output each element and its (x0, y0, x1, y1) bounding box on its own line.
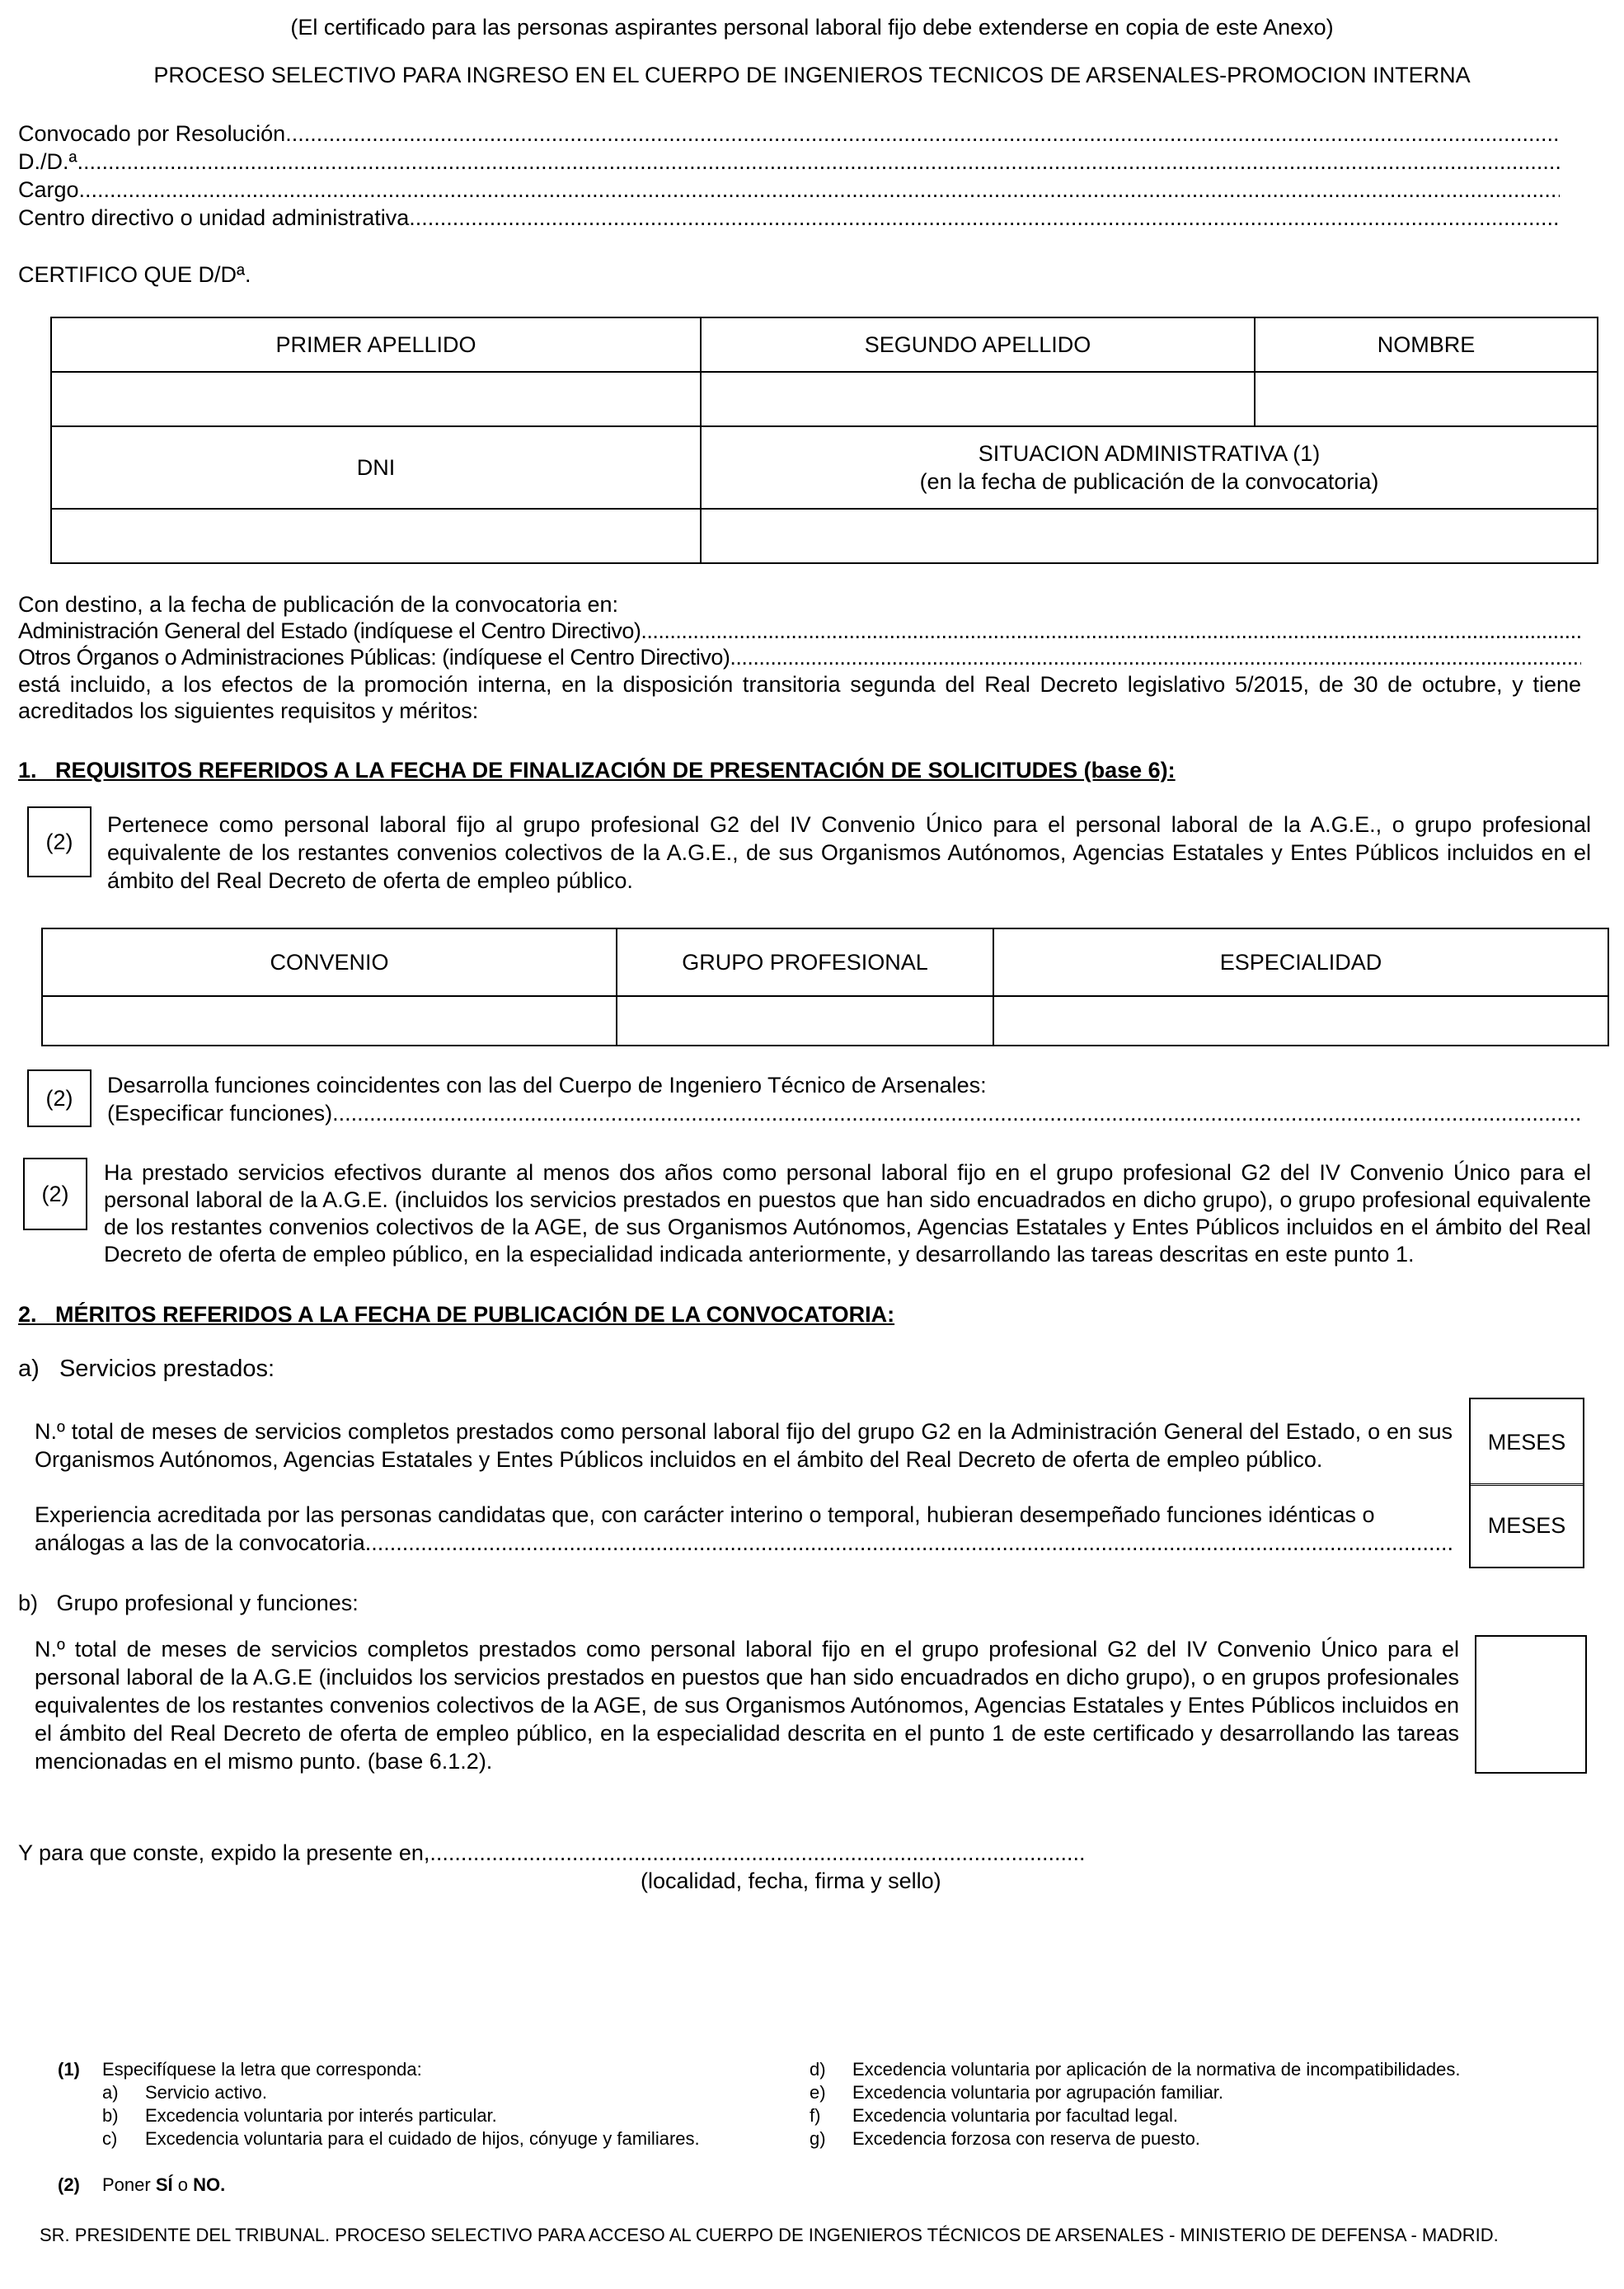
req1-mark-box[interactable] (27, 806, 92, 877)
segundo-apellido-cell[interactable] (701, 372, 1255, 426)
meses-box-2[interactable] (1469, 1483, 1584, 1568)
footnote-1-text: Especifíquese la letra que corresponda: (102, 2059, 422, 2080)
section2-title: MÉRITOS REFERIDOS A LA FECHA DE PUBLICACIÓN DE LA CONVOCATORIA: (55, 1302, 895, 1327)
destino-age-field[interactable] (18, 617, 1581, 645)
meses-label-2: MESES (1487, 1513, 1566, 1538)
footnote-2-si: SÍ (155, 2174, 173, 2195)
footnote-item (810, 2081, 1460, 2104)
section2-heading (18, 1300, 894, 1328)
section1-heading (18, 756, 1581, 784)
col-nombre: NOMBRE (1255, 317, 1598, 372)
footnote-item (102, 2127, 700, 2150)
destino-age-label: Administración General del Estado (indíquese el Centro Directivo) (18, 618, 641, 643)
footnote-text: Excedencia voluntaria por aplicación de la normativa de incompatibilidades. (852, 2059, 1461, 2080)
footnote-text: Excedencia voluntaria para el cuidado de hijos, cónyuge y familiares. (145, 2128, 700, 2149)
footnote-2-mark: (2) (58, 2174, 80, 2195)
col-situacion (701, 426, 1598, 509)
header-note: (El certificado para las personas aspirantes personal laboral fijo debe extenderse en copia de este Anexo) (290, 15, 1334, 40)
req1-text: Pertenece como personal laboral fijo al grupo profesional G2 del IV Convenio Único para el personal laboral de la A.G.E., o grupo profesional equivalente de los restantes convenios colectivos de la A.G.E., de sus Organismos Autónomos, Agencias Estatales y Entes Públicos incluidos en el ámbito del Real Decreto de oferta de empleo público. (107, 812, 1591, 893)
footnote-letter: g) (810, 2128, 826, 2149)
a2-text-line2: análogas a las de la convocatoria (35, 1530, 365, 1555)
certifico-heading: CERTIFICO QUE D/Dª. (18, 262, 251, 287)
footnote-letter: c) (102, 2128, 118, 2149)
footnote-text: Excedencia voluntaria por interés particular. (145, 2105, 497, 2126)
centro-field[interactable] (18, 204, 1560, 232)
col-especialidad: ESPECIALIDAD (993, 928, 1608, 996)
expido-field[interactable] (18, 1839, 1086, 1867)
col-primer-apellido: PRIMER APELLIDO (51, 317, 701, 372)
dd-field[interactable] (18, 148, 1560, 176)
footnote-1 (58, 2058, 422, 2081)
subsection-b-letter: b) (18, 1591, 39, 1615)
footnote-2 (58, 2174, 225, 2197)
footnote-letter: a) (102, 2082, 119, 2103)
section1-title: REQUISITOS REFERIDOS A LA FECHA DE FINALIZACIÓN DE PRESENTACIÓN DE SOLICITUDES (base 6): (55, 758, 1176, 783)
footnote-item (102, 2081, 700, 2104)
footnote-1-mark: (1) (58, 2059, 80, 2080)
cargo-label: Cargo (18, 177, 79, 202)
convenio-cell[interactable] (42, 996, 617, 1046)
footnote-letter: d) (810, 2059, 826, 2080)
col-grupo-profesional: GRUPO PROFESIONAL (617, 928, 993, 996)
footnote-letter: f) (810, 2105, 821, 2126)
footnote-2-no: NO. (193, 2174, 226, 2195)
footnote-item (810, 2127, 1460, 2150)
col-convenio: CONVENIO (42, 928, 617, 996)
req2-funciones-label: (Especificar funciones) (107, 1101, 333, 1126)
req2-mark-box[interactable] (27, 1069, 92, 1127)
footnote-1-list-left (102, 2081, 700, 2150)
footnote-text: Excedencia voluntaria por facultad legal. (852, 2105, 1179, 2126)
destino-intro: Con destino, a la fecha de publicación de la convocatoria en: (18, 592, 618, 617)
incluido-paragraph: está incluido, a los efectos de la promoción interna, en la disposición transitoria segunda del Real Decreto legislativo 5/2015, de 30 de octubre, y tiene acreditados los siguientes requisitos y méritos: (18, 672, 1581, 723)
b-text: N.º total de meses de servicios completos prestados como personal laboral fijo en el grupo profesional G2 del IV Convenio Único para el personal laboral de la A.G.E (incluidos los servicios prestados en puestos que han sido encuadrados en dicho grupo), o en grupos profesionales equivalentes de los restantes convenios colectivos de la AGE, de sus Organismos Autónomos, Agencias Estatales y Entes Públicos incluidos en el ámbito del Real Decreto de oferta de empleo público, en la especialidad descrita en el punto 1 de este certificado y desarrollando las tareas mencionadas en el mismo punto. (base 6.1.2). (35, 1637, 1459, 1774)
req3-mark: (2) (41, 1182, 69, 1206)
destino-otros-field[interactable] (18, 643, 1581, 671)
b-months-box[interactable] (1475, 1635, 1587, 1774)
subsection-a-title: Servicios prestados: (59, 1356, 275, 1382)
footnote-2-mid: o (172, 2174, 194, 2195)
footnote-text: Excedencia voluntaria por agrupación familiar. (852, 2082, 1224, 2103)
req2-line1: Desarrolla funciones coincidentes con las del Cuerpo de Ingeniero Técnico de Arsenales: (107, 1073, 987, 1097)
footnote-2-pre: Poner (102, 2174, 156, 2195)
footnote-item (810, 2058, 1460, 2081)
situacion-cell[interactable] (701, 509, 1598, 563)
footnote-letter: e) (810, 2082, 826, 2103)
req3-mark-box[interactable] (23, 1158, 87, 1230)
convocado-field[interactable] (18, 120, 1560, 148)
personal-data-table (50, 317, 1598, 564)
req2-mark: (2) (45, 1086, 73, 1111)
form-title: PROCESO SELECTIVO PARA INGRESO EN EL CUERPO DE INGENIEROS TECNICOS DE ARSENALES-PROMOCION INTERNA (153, 63, 1471, 87)
subsection-a-letter: a) (18, 1356, 40, 1382)
section2-number: 2. (18, 1302, 37, 1327)
col-segundo-apellido: SEGUNDO APELLIDO (701, 317, 1255, 372)
convocado-label: Convocado por Resolución (18, 121, 286, 146)
dni-cell[interactable] (51, 509, 701, 563)
req1-mark: (2) (45, 830, 73, 854)
expido-label: Y para que conste, expido la presente en, (18, 1840, 430, 1865)
convenio-table (41, 928, 1609, 1046)
subsection-a-heading (18, 1355, 275, 1383)
meses-label-1: MESES (1487, 1430, 1566, 1455)
a2-field[interactable] (35, 1529, 1453, 1557)
footnote-item (810, 2104, 1460, 2127)
footnote-letter: b) (102, 2105, 119, 2126)
subsection-b-title: Grupo profesional y funciones: (56, 1591, 359, 1615)
destino-otros-label: Otros Órganos o Administraciones Públicas: (indíquese el Centro Directivo) (18, 645, 730, 670)
a1-text: N.º total de meses de servicios completos prestados como personal laboral fijo del grupo G2 en la Administración General del Estado, o en sus Organismos Autónomos, Agencias Estatales y Entes Públicos incluidos en el ámbito del Real Decreto de oferta de empleo público. (35, 1419, 1453, 1472)
nombre-cell[interactable] (1255, 372, 1598, 426)
dd-label: D./D.ª (18, 149, 77, 174)
footnote-1-list-right (810, 2058, 1460, 2150)
col-dni: DNI (51, 426, 701, 509)
centro-label: Centro directivo o unidad administrativa (18, 205, 410, 230)
signature-caption: (localidad, fecha, firma y sello) (641, 1868, 941, 1893)
primer-apellido-cell[interactable] (51, 372, 701, 426)
cargo-field[interactable] (18, 176, 1560, 204)
especialidad-cell[interactable] (993, 996, 1608, 1046)
req2-funciones-field[interactable] (107, 1099, 1583, 1127)
footnote-text: Servicio activo. (145, 2082, 267, 2103)
section1-number: 1. (18, 758, 37, 783)
addressee: SR. PRESIDENTE DEL TRIBUNAL. PROCESO SELECTIVO PARA ACCESO AL CUERPO DE INGENIEROS TÉCNICOS DE ARSENALES - MINISTERIO DE DEFENSA - MADRID. (40, 2225, 1499, 2245)
subsection-b-heading (18, 1589, 359, 1617)
req3-text: Ha prestado servicios efectivos durante al menos dos años como personal laboral fijo en el grupo profesional G2 del IV Convenio Único para el personal laboral de la A.G.E. (incluidos los servicios prestados en puestos que han sido encuadrados en dicho grupo), o grupo profesional equivalente de los restantes convenios colectivos de la AGE, de sus Organismos Autónomos, Agencias Estatales y Entes Públicos incluidos en el ámbito del Real Decreto de oferta de empleo público, en la especialidad indicada anteriormente, y desarrollando las tareas descritas en este punto 1. (104, 1160, 1591, 1267)
situacion-sublabel: (en la fecha de publicación de la convocatoria) (919, 469, 1379, 494)
grupo-profesional-cell[interactable] (617, 996, 993, 1046)
footnote-item (102, 2104, 700, 2127)
footnote-text: Excedencia forzosa con reserva de puesto. (852, 2128, 1200, 2149)
a2-text-line1: Experiencia acreditada por las personas candidatas que, con carácter interino o temporal, hubieran desempeñado funciones idénticas o (35, 1502, 1375, 1527)
meses-box-1[interactable] (1469, 1398, 1584, 1486)
situacion-label: SITUACION ADMINISTRATIVA (1) (978, 441, 1321, 466)
